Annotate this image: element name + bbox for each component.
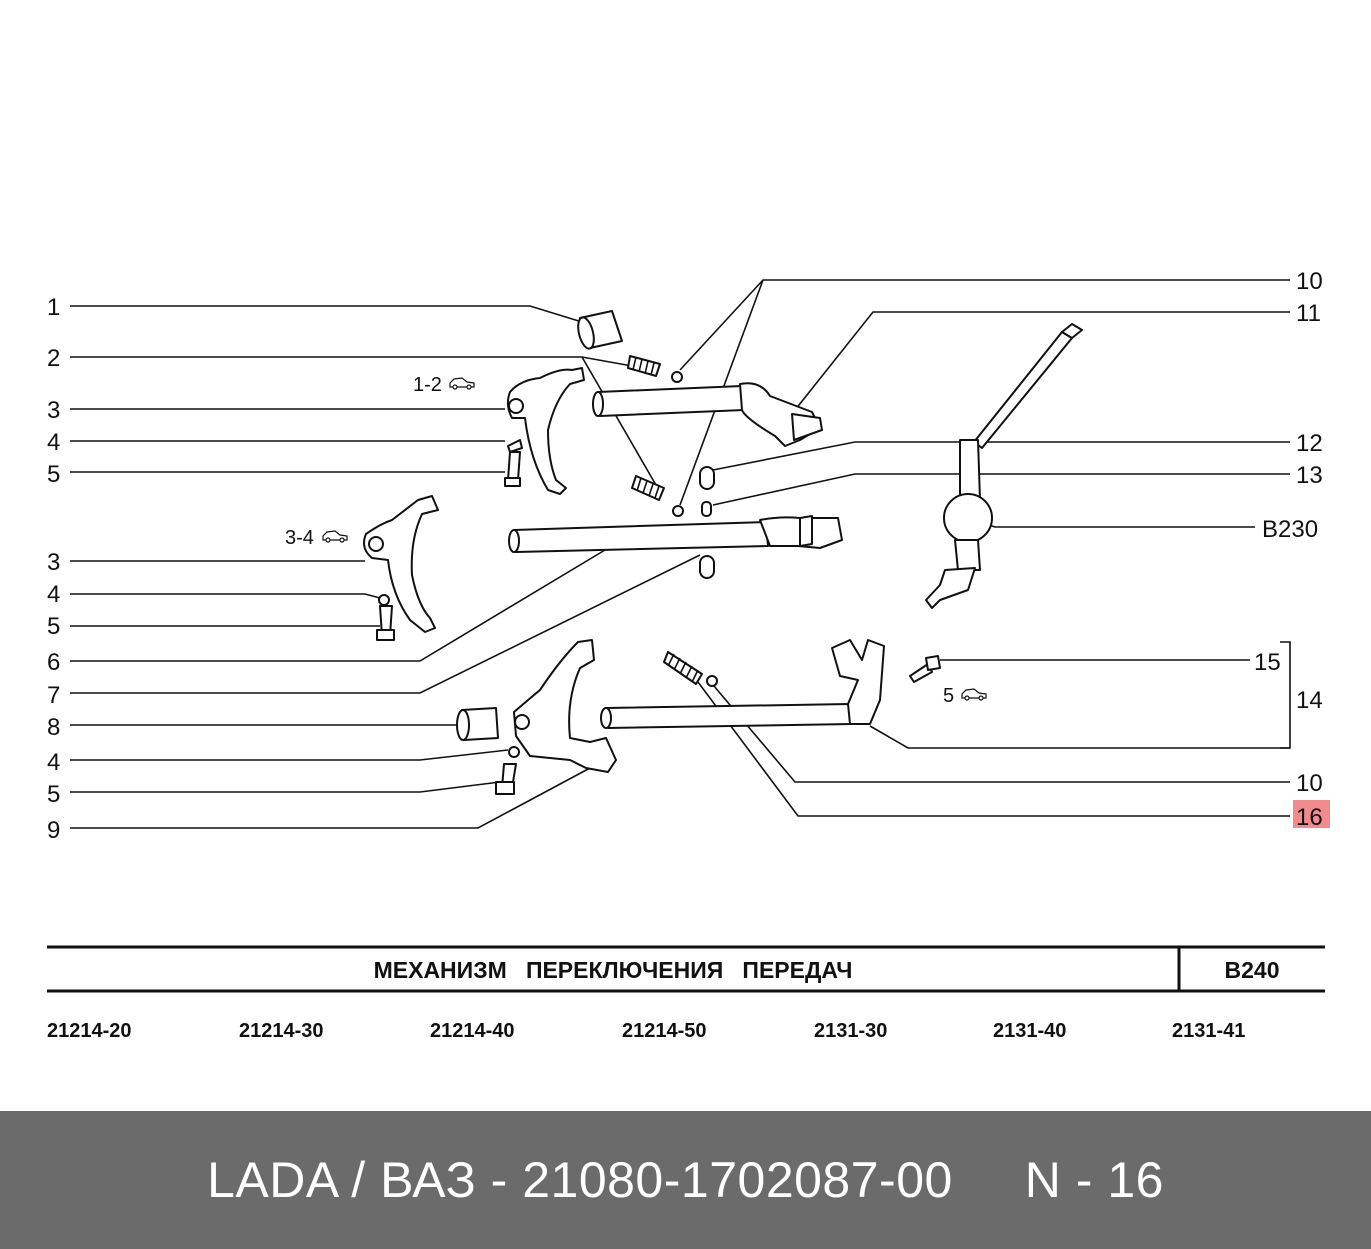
callout-label: 3 xyxy=(47,397,61,424)
washer-4-mid xyxy=(379,595,389,605)
spring-16 xyxy=(664,652,702,684)
callout-label: 1 xyxy=(47,294,61,321)
callout-label: 14 xyxy=(1296,687,1323,714)
lever-b230 xyxy=(926,324,1082,608)
model-code: 21214-50 xyxy=(622,1020,707,1042)
fork-3-mid xyxy=(364,496,438,632)
ball-10-bottom xyxy=(707,676,717,686)
pin-13 xyxy=(702,502,711,516)
callout-label: 12 xyxy=(1296,430,1323,457)
model-list xyxy=(47,1020,1245,1042)
callout-label: 4 xyxy=(47,749,61,776)
callout-label: 7 xyxy=(47,682,61,709)
callout-label: 8 xyxy=(47,714,61,741)
callout-label-highlighted: 16 xyxy=(1296,804,1323,831)
gear-label: 3-4 xyxy=(285,527,314,549)
page-code: B240 xyxy=(1224,957,1280,983)
callout-label: 10 xyxy=(1296,268,1323,295)
car-icon xyxy=(962,689,986,700)
pin-7 xyxy=(700,556,714,578)
model-code: 21214-20 xyxy=(47,1020,132,1042)
model-code: 2131-41 xyxy=(1172,1020,1246,1042)
footer-bar xyxy=(0,1111,1371,1249)
fork-9 xyxy=(514,640,616,772)
gear-label: 1-2 xyxy=(413,374,442,396)
model-code: 2131-30 xyxy=(814,1020,888,1042)
callout-label: 6 xyxy=(47,649,61,676)
callout-label: B230 xyxy=(1262,516,1319,543)
rod-14 xyxy=(601,640,884,728)
callout-label: 4 xyxy=(47,429,61,456)
rod-6 xyxy=(509,516,842,552)
pin-12 xyxy=(700,467,714,489)
bolt-5-mid xyxy=(377,606,394,640)
spring-2-mid xyxy=(632,476,664,500)
bolt-5-top xyxy=(505,452,520,486)
model-code: 21214-40 xyxy=(430,1020,515,1042)
model-code: 2131-40 xyxy=(993,1020,1067,1042)
bolt-5-bottom xyxy=(496,764,516,794)
ball-10-mid xyxy=(673,506,683,516)
car-icon xyxy=(450,378,474,389)
title-block xyxy=(47,947,1325,991)
car-icon xyxy=(323,531,347,542)
model-code: 21214-30 xyxy=(239,1020,324,1042)
callout-label: 4 xyxy=(47,581,61,608)
callout-label: 5 xyxy=(47,781,61,808)
leader-lines-right xyxy=(680,280,1290,816)
washer-4-bottom xyxy=(509,747,519,757)
callout-label: 5 xyxy=(47,461,61,488)
ball-10-top xyxy=(672,372,682,382)
part-number-caption: LADA / ВАЗ - 21080-1702087-00 N - 16 xyxy=(207,1152,1164,1208)
callout-label: 5 xyxy=(47,613,61,640)
bushing-8 xyxy=(457,708,498,740)
callout-label: 3 xyxy=(47,549,61,576)
diagram-title: МЕХАНИЗМ ПЕРЕКЛЮЧЕНИЯ ПЕРЕДАЧ xyxy=(373,957,853,983)
bushing-1 xyxy=(575,311,622,350)
gear-label: 5 xyxy=(943,685,955,707)
callout-label: 15 xyxy=(1254,649,1281,676)
callout-label: 9 xyxy=(47,817,61,844)
callout-label: 2 xyxy=(47,345,61,372)
callout-labels-left xyxy=(47,294,60,844)
callout-label: 10 xyxy=(1296,770,1323,797)
spring-2-top xyxy=(628,356,660,376)
callout-label: 13 xyxy=(1296,462,1323,489)
bolt-15 xyxy=(910,656,940,682)
callout-labels-right xyxy=(1254,268,1330,831)
callout-label: 11 xyxy=(1296,300,1321,327)
